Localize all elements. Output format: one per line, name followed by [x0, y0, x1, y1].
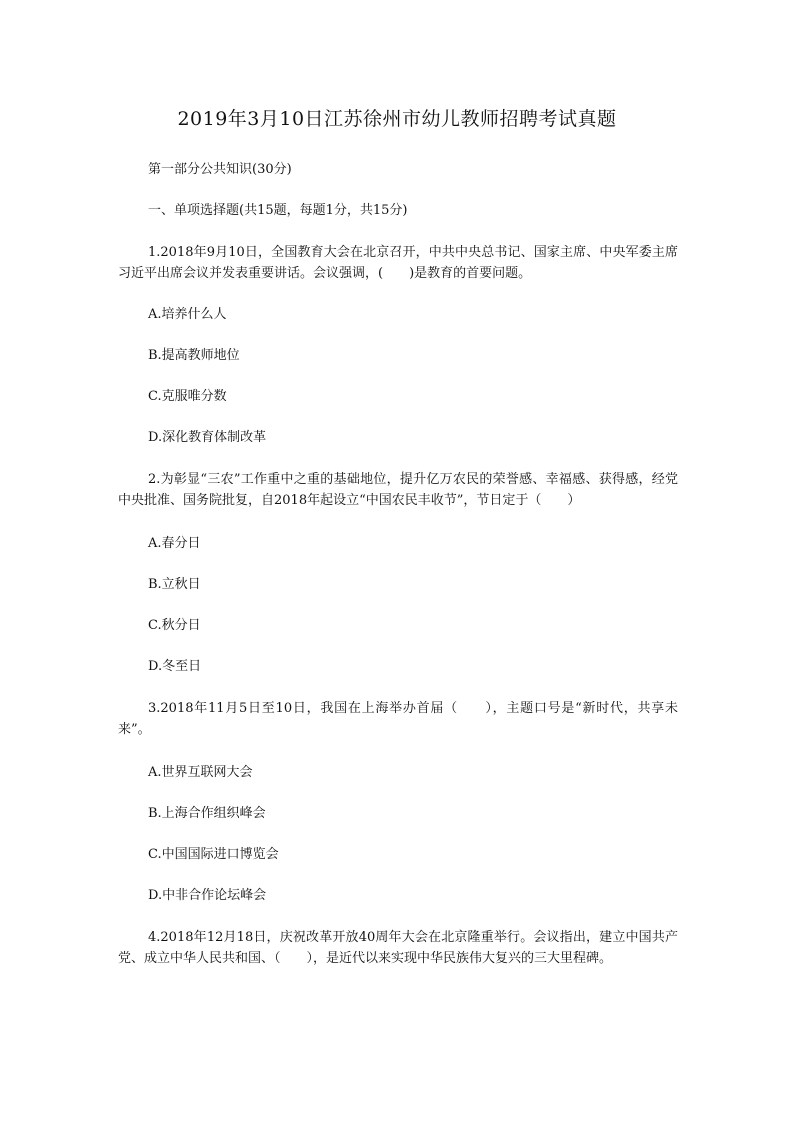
question-2-option-c: C.秋分日 — [148, 618, 201, 633]
question-1-option-a: A.培养什么人 — [148, 307, 227, 322]
subsection-heading: 一、单项选择题(共15题，每题1分，共15分) — [148, 203, 408, 218]
question-2-option-b: B.立秋日 — [148, 577, 201, 592]
question-3-text: 3.2018年11月5日至10日，我国在上海举办首届（ ），主题口号是“新时代，共享未来”。 — [118, 701, 678, 737]
section-heading: 第一部分公共知识(30分) — [148, 162, 292, 177]
question-1-option-b: B.提高教师地位 — [148, 348, 240, 363]
document-title: 2019年3月10日江苏徐州市幼儿教师招聘考试真题 — [177, 108, 617, 130]
question-3-option-d: D.中非合作论坛峰会 — [148, 888, 267, 903]
question-2-option-d: D.冬至日 — [148, 659, 202, 674]
question-4-text: 4.2018年12月18日，庆祝改革开放40周年大会在北京隆重举行。会议指出，建立中国共产党、成立中华人民共和国、（ ），是近代以来实现中华民族伟大复兴的三大里程碑。 — [118, 930, 678, 966]
question-3-option-b: B.上海合作组织峰会 — [148, 806, 266, 821]
question-3-option-a: A.世界互联网大会 — [148, 765, 253, 780]
question-1-option-c: C.克服唯分数 — [148, 389, 227, 404]
question-2-option-a: A.春分日 — [148, 536, 201, 551]
question-1-text: 1.2018年9月10日，全国教育大会在北京召开，中共中央总书记、国家主席、中央军委主席习近平出席会议并发表重要讲话。会议强调，( )是教育的首要问题。 — [118, 245, 678, 281]
question-2-text: 2.为彰显“三农”工作重中之重的基础地位，提升亿万农民的荣誉感、幸福感、获得感，经党中央批准、国务院批复，自2018年起设立“中国农民丰收节”，节日定于（ ） — [118, 472, 678, 508]
question-3-option-c: C.中国国际进口博览会 — [148, 847, 279, 862]
question-1-option-d: D.深化教育体制改革 — [148, 430, 267, 445]
